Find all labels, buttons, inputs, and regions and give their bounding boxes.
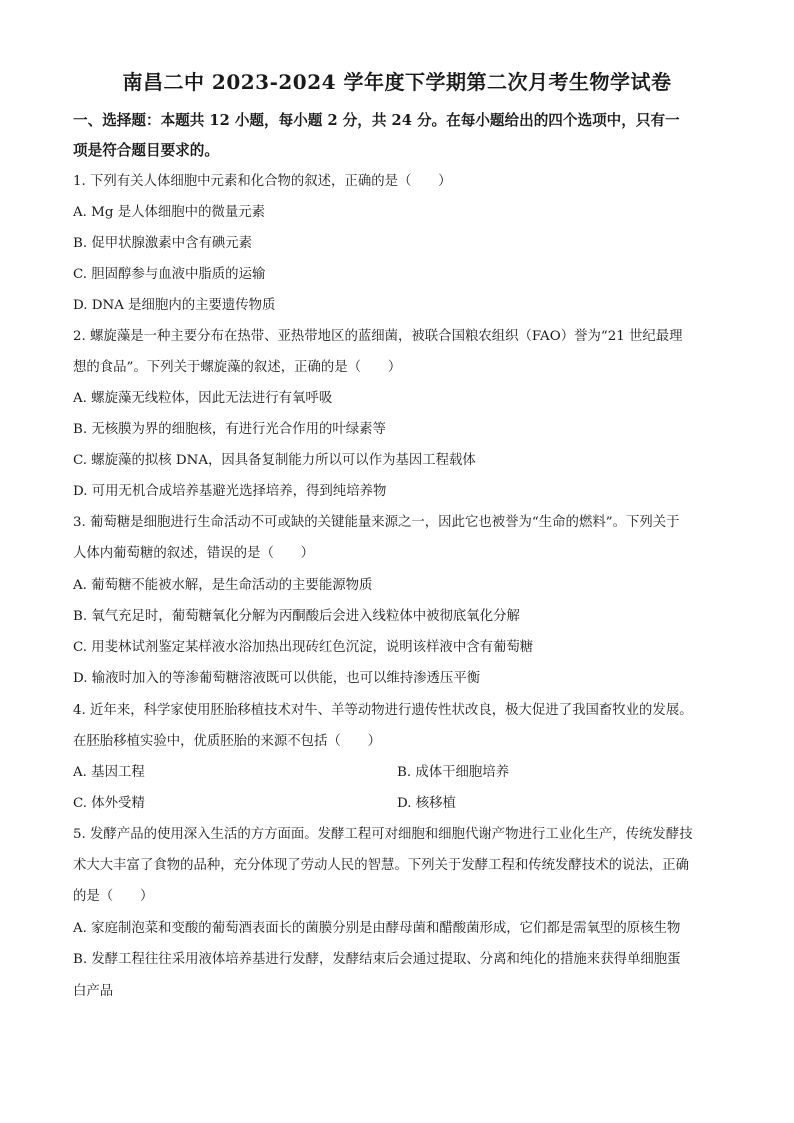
question-5-stem-line-3: 的是（ ） [73,889,154,904]
question-2-stem-line-1: 2. 螺旋藻是一种主要分布在热带、亚热带地区的蓝细菌，被联合国粮农组织（FAO）誉为“21 世纪最理 [73,329,683,344]
question-2-option-c: C. 螺旋藻的拟核 DNA，因具备复制能力所以可以作为基因工程载体 [73,453,476,468]
question-4-option-a: A. 基因工程 [73,765,145,780]
question-5-option-b-line-1: B. 发酵工程往往采用液体培养基进行发酵，发酵结束后会通过提取、分离和纯化的措施来获得单细胞蛋 [73,952,681,967]
question-3-stem-line-1: 3. 葡萄糖是细胞进行生命活动不可或缺的关键能量来源之一，因此它也被誉为“生命的燃料”。下列关于 [73,515,680,530]
question-1-stem: 1. 下列有关人体细胞中元素和化合物的叙述，正确的是（ ） [73,174,452,189]
question-5-stem-line-2: 术大大丰富了食物的品种，充分体现了劳动人民的智慧。下列关于发酵工程和传统发酵技术的说法，正确 [73,858,689,873]
question-3-option-d: D. 输液时加入的等渗葡萄糖溶液既可以供能，也可以维持渗透压平衡 [73,671,481,686]
question-4-option-c: C. 体外受精 [73,796,145,811]
question-1-option-a: A. Mg 是人体细胞中的微量元素 [73,205,266,220]
exam-title: 南昌二中 2023-2024 学年度下学期第二次月考生物学试卷 [122,70,672,94]
question-2-option-b: B. 无核膜为界的细胞核，有进行光合作用的叶绿素等 [73,422,386,437]
question-4-stem-line-1: 4. 近年来，科学家使用胚胎移植技术对牛、羊等动物进行遗传性状改良，极大促进了我国畜牧业的发展。 [73,703,693,718]
section-instruction-line-1: 一、选择题：本题共 12 小题，每小题 2 分，共 24 分。在每小题给出的四个选项中，只有一 [73,112,680,129]
question-5-option-a: A. 家庭制泡菜和变酸的葡萄酒表面长的菌膜分别是由酵母菌和醋酸菌形成，它们都是需氧型的原核生物 [73,921,681,936]
question-1-option-d: D. DNA 是细胞内的主要遗传物质 [73,298,276,313]
question-4-option-d: D. 核移植 [397,796,456,811]
question-2-stem-line-2: 想的食品”。下列关于螺旋藻的叙述，正确的是（ ） [73,360,402,375]
question-3-stem-line-2: 人体内葡萄糖的叙述，错误的是（ ） [73,546,315,561]
question-1-option-c: C. 胆固醇参与血液中脂质的运输 [73,267,266,282]
question-5-stem-line-1: 5. 发酵产品的使用深入生活的方方面面。发酵工程可对细胞和细胞代谢产物进行工业化生产，传统发酵技 [73,827,693,842]
question-1-option-b: B. 促甲状腺激素中含有碘元素 [73,236,253,251]
question-2-option-d: D. 可用无机合成培养基避光选择培养，得到纯培养物 [73,484,387,499]
question-2-option-a: A. 螺旋藻无线粒体，因此无法进行有氧呼吸 [73,391,333,406]
question-5-option-b-line-2: 白产品 [73,984,114,999]
question-4-stem-line-2: 在胚胎移植实验中，优质胚胎的来源不包括（ ） [73,734,381,749]
question-3-option-a: A. 葡萄糖不能被水解，是生命活动的主要能源物质 [73,578,373,593]
question-3-option-b: B. 氧气充足时，葡萄糖氧化分解为丙酮酸后会进入线粒体中被彻底氧化分解 [73,609,520,624]
section-instruction-line-2: 项是符合题目要求的。 [73,142,219,159]
question-3-option-c: C. 用斐林试剂鉴定某样液水浴加热出现砖红色沉淀，说明该样液中含有葡萄糖 [73,640,534,655]
question-4-option-b: B. 成体干细胞培养 [397,765,510,780]
